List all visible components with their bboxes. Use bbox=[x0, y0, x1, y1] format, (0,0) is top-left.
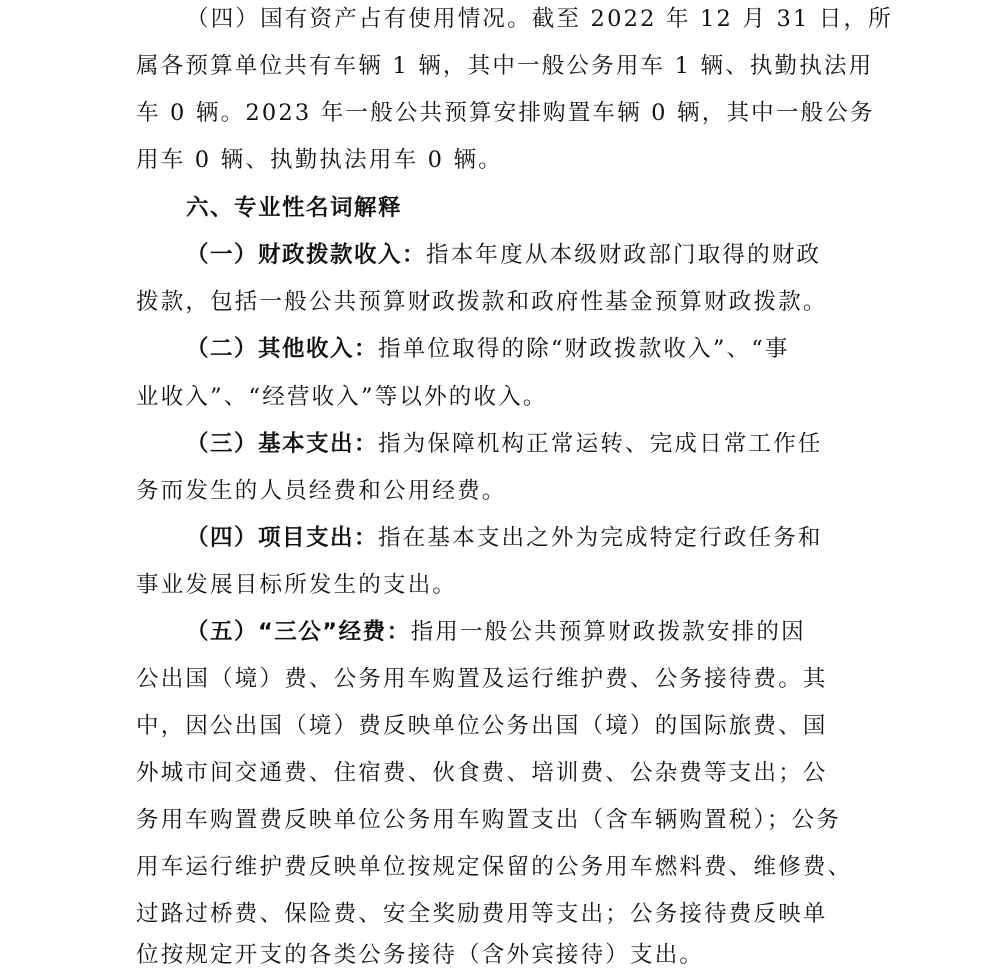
definition-line bbox=[186, 615, 806, 649]
paragraph-line bbox=[186, 2, 893, 36]
term-label: （二）其他收入： bbox=[186, 336, 379, 362]
paragraph-line bbox=[136, 709, 828, 743]
line-text: 车 0 辆。2023 年一般公共预算安排购置车辆 0 辆，其中一般公务 bbox=[136, 100, 875, 126]
line-text: （四）国有资产占有使用情况。截至 2022 年 12 月 31 日，所 bbox=[186, 6, 893, 32]
line-text: 中，因公出国（境）费反映单位公务出国（境）的国际旅费、国 bbox=[136, 713, 828, 739]
paragraph-line bbox=[136, 49, 873, 83]
paragraph-line bbox=[136, 938, 704, 972]
definition-line bbox=[186, 332, 790, 366]
paragraph-line bbox=[136, 380, 548, 414]
line-text: 公出国（境）费、公务用车购置及运行维护费、公务接待费。其 bbox=[136, 666, 828, 692]
paragraph-line bbox=[136, 803, 841, 837]
line-text: 属各预算单位共有车辆 1 辆，其中一般公务用车 1 辆、执勤执法用 bbox=[136, 53, 874, 79]
term-label: （一）财政拨款收入： bbox=[186, 242, 427, 268]
line-text: 指为保障机构正常运转、完成日常工作任 bbox=[378, 431, 823, 457]
line-text: 过路过桥费、保险费、安全奖励费用等支出；公务接待费反映单 bbox=[136, 901, 828, 927]
line-text: 用车 0 辆、执勤执法用车 0 辆。 bbox=[136, 147, 503, 173]
line-text: 位按规定开支的各类公务接待（含外宾接待）支出。 bbox=[136, 942, 705, 968]
paragraph-line bbox=[136, 568, 457, 602]
paragraph-line bbox=[136, 143, 503, 177]
definition-line bbox=[186, 427, 823, 461]
line-text: 指本年度从本级财政部门取得的财政 bbox=[426, 242, 822, 268]
paragraph-line bbox=[136, 850, 852, 884]
heading-text: 六、专业性名词解释 bbox=[186, 195, 403, 221]
line-text: 指单位取得的除“财政拨款收入”、“事 bbox=[378, 336, 790, 362]
line-text: 指在基本支出之外为完成特定行政任务和 bbox=[378, 525, 823, 551]
line-text: 务而发生的人员经费和公用经费。 bbox=[136, 478, 507, 504]
term-label: （五）“三公”经费： bbox=[186, 619, 411, 645]
paragraph-line bbox=[136, 285, 828, 319]
line-text: 业收入”、“经营收入”等以外的收入。 bbox=[136, 384, 548, 410]
line-text: 拨款，包括一般公共预算财政拨款和政府性基金预算财政拨款。 bbox=[136, 289, 828, 315]
paragraph-line bbox=[136, 756, 828, 790]
definition-line bbox=[186, 238, 821, 272]
paragraph-line bbox=[136, 474, 507, 508]
line-text: 务用车购置费反映单位公务用车购置支出（含车辆购置税）；公务 bbox=[136, 807, 842, 833]
line-text: 指用一般公共预算财政拨款安排的因 bbox=[410, 619, 806, 645]
line-text: 用车运行维护费反映单位按规定保留的公务用车燃料费、维修费、 bbox=[136, 854, 853, 880]
line-text: 事业发展目标所发生的支出。 bbox=[136, 572, 458, 598]
line-text: 外城市间交通费、住宿费、伙食费、培训费、公杂费等支出；公 bbox=[136, 760, 828, 786]
paragraph-line bbox=[136, 897, 828, 931]
paragraph-line bbox=[136, 96, 875, 130]
term-label: （四）项目支出： bbox=[186, 525, 379, 551]
definition-line bbox=[186, 521, 823, 555]
paragraph-line bbox=[136, 662, 828, 696]
term-label: （三）基本支出： bbox=[186, 431, 379, 457]
section-heading bbox=[186, 191, 402, 225]
